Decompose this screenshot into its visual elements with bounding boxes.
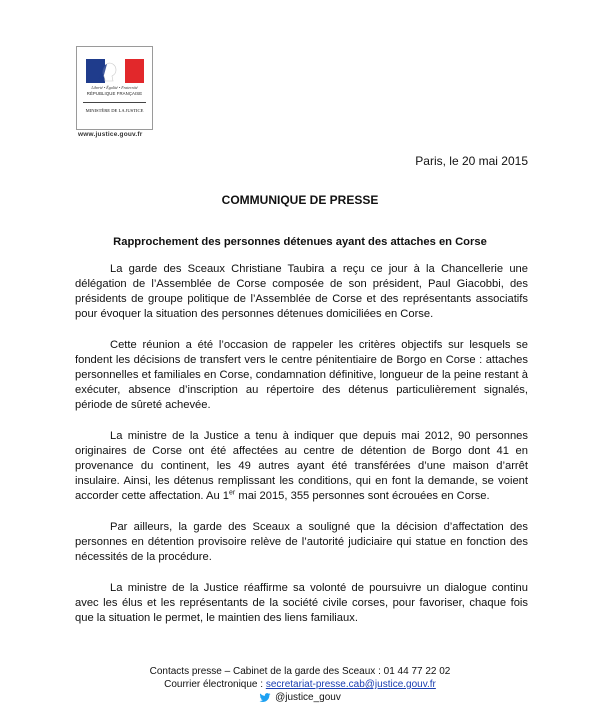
contact-twitter-line bbox=[0, 691, 600, 707]
document-heading: COMMUNIQUE DE PRESSE bbox=[221, 193, 379, 207]
document-subheading: Rapprochement des personnes détenues ayant des attaches en Corse bbox=[113, 236, 487, 248]
logo-ministry: MINISTÈRE DE LA JUSTICE bbox=[85, 108, 144, 113]
paragraph-3 bbox=[75, 429, 528, 504]
logo-republic: RÉPUBLIQUE FRANÇAISE bbox=[86, 91, 143, 96]
email-link[interactable]: secretariat-presse.cab@justice.gouv.fr bbox=[265, 679, 436, 690]
paragraph-4: Par ailleurs, la garde des Sceaux a souligné que la décision d’affectation des personnes en détention provisoire relève de l’autorité judiciaire qui statue en fonction des nécessités de la procédure. bbox=[75, 521, 528, 563]
contact-phone-line: Contacts presse – Cabinet de la garde des Sceaux : 01 44 77 22 02 bbox=[149, 666, 451, 677]
logo-motto: Liberté • Égalité • Fraternité bbox=[91, 85, 138, 90]
press-contacts bbox=[0, 665, 600, 707]
marianne-icon bbox=[95, 61, 125, 83]
email-label: Courrier électronique : bbox=[164, 679, 266, 690]
paragraph-3-main: La ministre de la Justice a tenu à indiquer que depuis mai 2012, 90 personnes originaires de Corse ont été affectées au centre de détention de Borgo dont 41 en provenance du continent, les 49 autres ayant été transférées d’une maison d’arrêt insulaire. Ainsi, les détenus remplissant les conditions, qui en font la demande, se voient accorder cette affectation. Au 1 bbox=[75, 430, 528, 502]
ministry-logo bbox=[76, 46, 153, 130]
website-url[interactable]: www.justice.gouv.fr bbox=[78, 131, 143, 138]
paragraph-2: Cette réunion a été l’occasion de rappeler les critères objectifs sur lesquels se fondent les décisions de transfert vers le centre pénitentiaire de Borgo en Corse : attaches personnelles et familiales en Corse, condamnation définitive, longueur de la peine restant à exécuter, absence d’inscription au répertoire des détenus particulièrement signalés, période de sûreté achevée. bbox=[75, 339, 528, 411]
paragraph-1: La garde des Sceaux Christiane Taubira a reçu ce jour à la Chancellerie une délégation de l’Assemblée de Corse composée de son président, Paul Giacobbi, des présidents de groupe politique de l’Assemblée de Corse et des représentants associatifs pour évoquer la situation des personnes détenues domiciliées en Corse. bbox=[75, 263, 528, 320]
ordinal-superscript: er bbox=[229, 489, 236, 497]
document-body bbox=[75, 262, 528, 626]
contact-email-line bbox=[0, 678, 600, 691]
twitter-bird-icon bbox=[259, 693, 271, 703]
twitter-handle[interactable]: @justice_gouv bbox=[275, 692, 341, 703]
press-release-date: Paris, le 20 mai 2015 bbox=[415, 154, 528, 168]
paragraph-3-end: mai 2015, 355 personnes sont écrouées en Corse. bbox=[235, 490, 490, 502]
paragraph-5: La ministre de la Justice réaffirme sa volonté de poursuivre un dialogue continu avec les élus et les représentants de la société civile corses, pour favoriser, chaque fois que la situation le permet, le maintien des liens familiaux. bbox=[75, 582, 528, 624]
logo-divider bbox=[83, 102, 146, 103]
